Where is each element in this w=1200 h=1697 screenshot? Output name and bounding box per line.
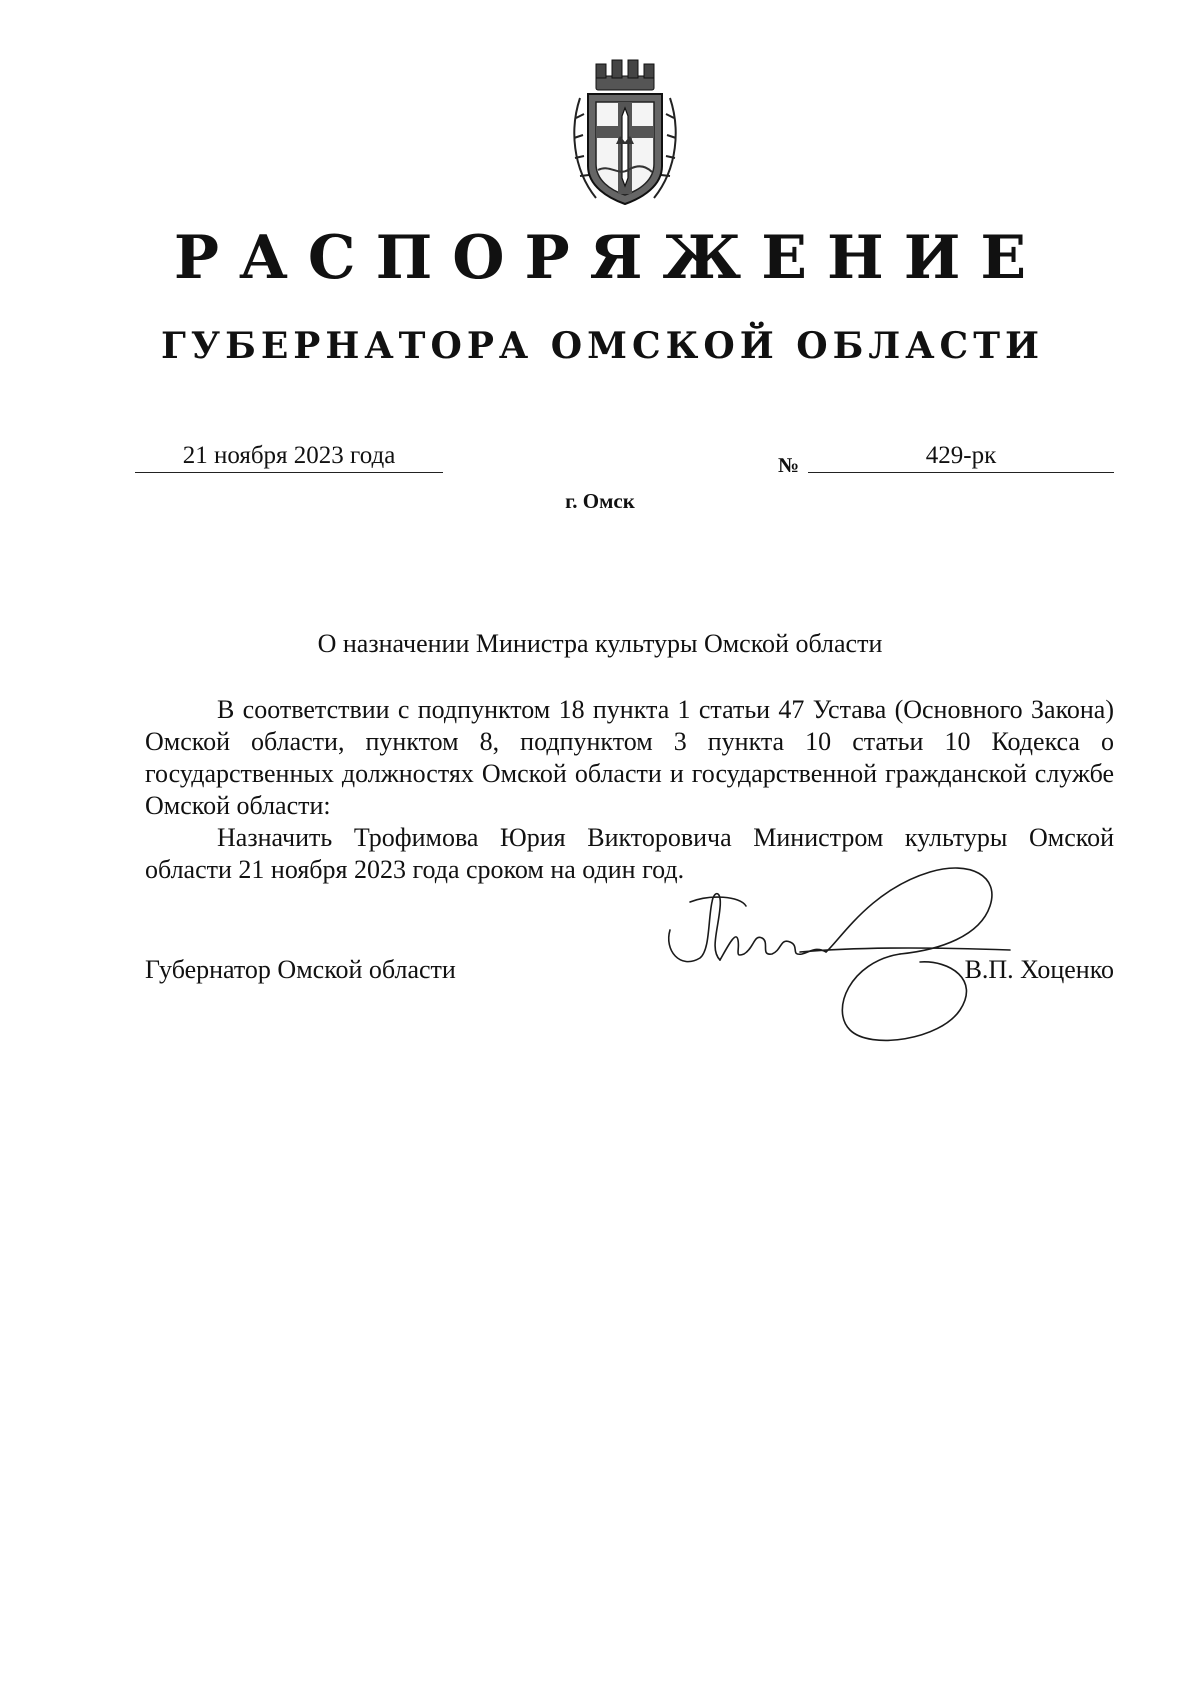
signatory-name: В.П. Хоценко (964, 955, 1114, 984)
document-title: РАСПОРЯЖЕНИЕ (173, 223, 1047, 293)
document-subtitle: ГУБЕРНАТОРА ОМСКОЙ ОБЛАСТИ (161, 325, 1044, 367)
signatory-position: Губернатор Омской области (145, 955, 456, 984)
document-city: г. Омск (565, 489, 635, 513)
number-label: № (778, 453, 800, 477)
omsk-coat-of-arms-icon (566, 58, 684, 208)
body-paragraph-1: В соответствии с подпунктом 18 пункта 1 статьи 47 Устава (Основного Закона) Омской области, пунктом 8, подпунктом 3 пункта 10 статьи 10 Кодекса о государственных должностях Омской области и государственной гражданской службе Омской области: (145, 695, 1114, 820)
body-paragraph-2: Назначить Трофимова Юрия Викторовича Министром культуры Омской области 21 ноября 2023 года сроком на один год. (145, 823, 1114, 884)
document-subject: О назначении Министра культуры Омской области (317, 629, 883, 658)
document-date: 21 ноября 2023 года (135, 440, 443, 473)
handwritten-signature (650, 850, 1070, 1060)
document-number: 429-рк (808, 440, 1114, 473)
